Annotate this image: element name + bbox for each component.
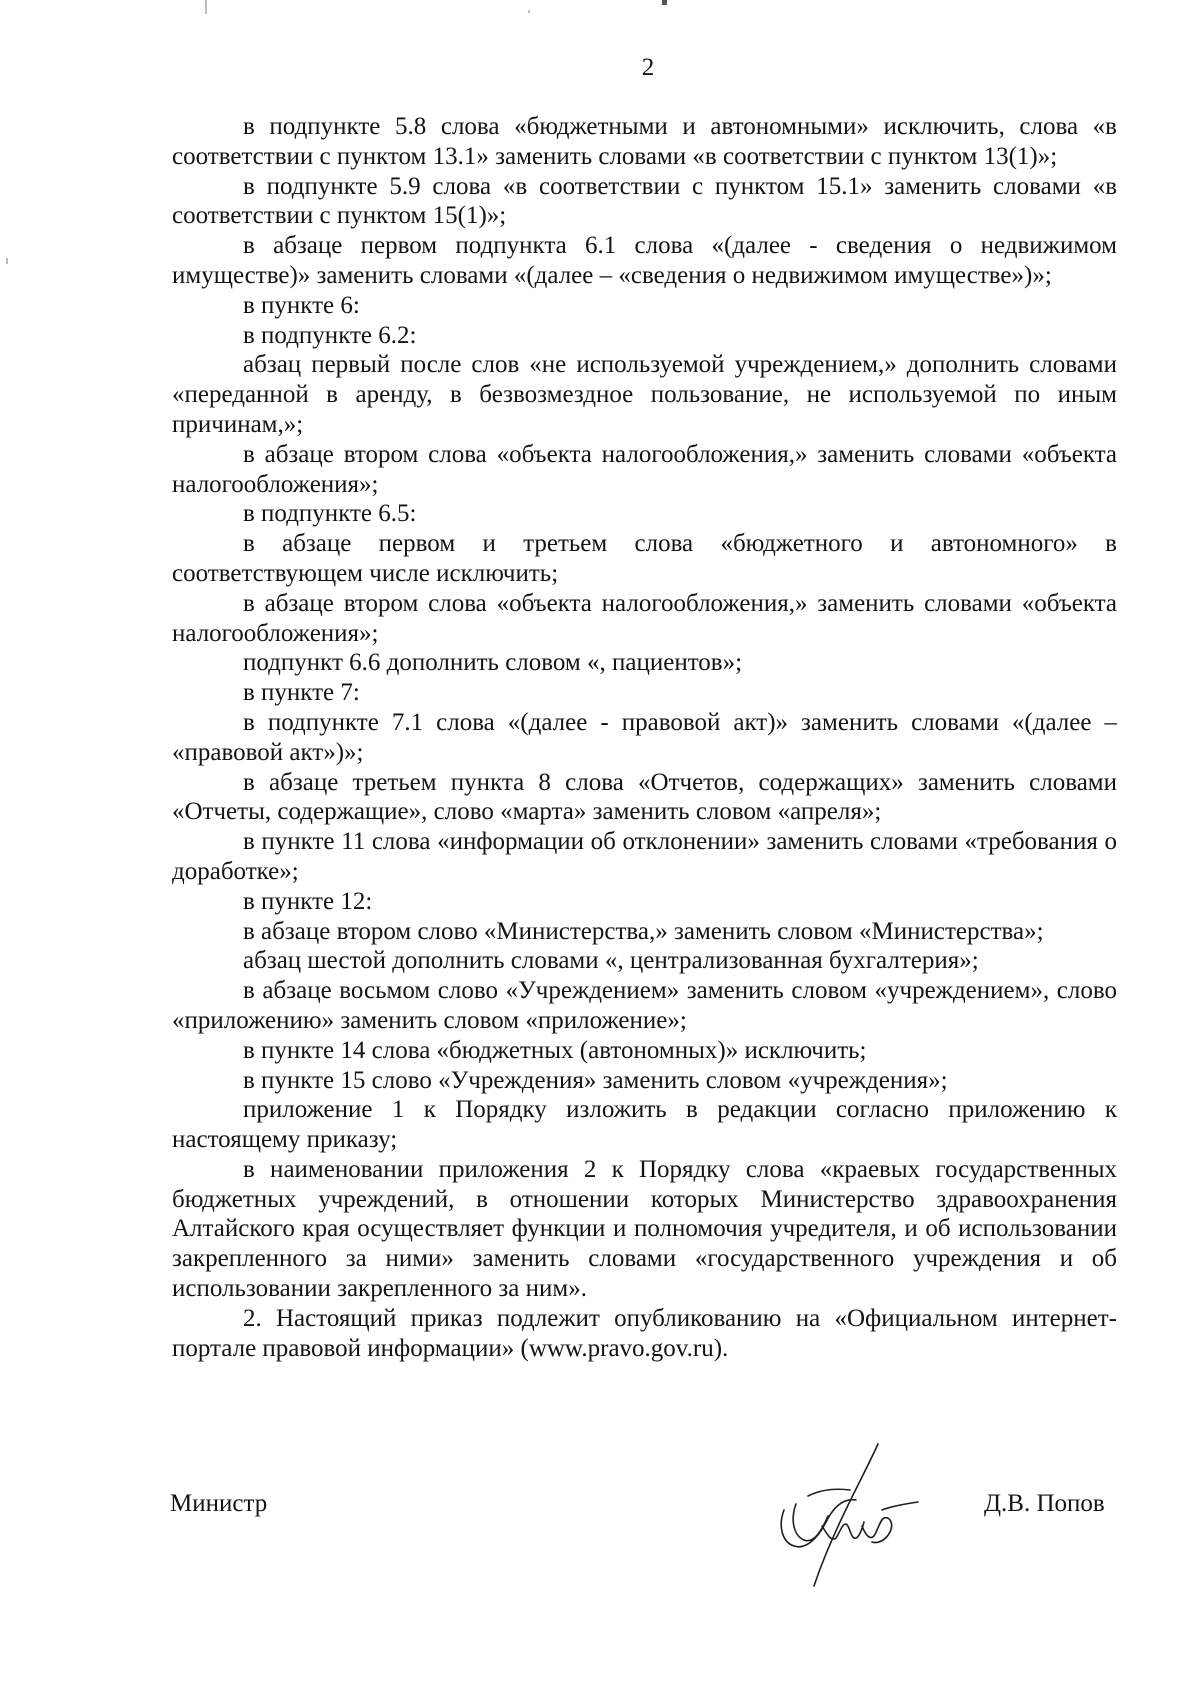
- paragraph: в абзаце втором слова «объекта налогообложения,» заменить словами «объекта налогообложения»;: [172, 440, 1117, 498]
- paragraph: в подпункте 5.8 слова «бюджетными и автономными» исключить, слова «в соответствии с пунктом 13.1» заменить словами «в соответствии с пунктом 13(1)»;: [172, 113, 1117, 170]
- paragraph: в пункте 15 слово «Учреждения» заменить словом «учреждения»;: [243, 1066, 948, 1094]
- paragraph: в абзаце восьмом слово «Учреждением» заменить словом «учреждением», слово «приложению» заменить словом «приложение»;: [172, 977, 1117, 1034]
- scan-speck: [6, 258, 8, 264]
- paragraph: в пункте 7:: [243, 679, 360, 707]
- handwritten-signature: [770, 1440, 930, 1590]
- paragraph: в абзаце третьем пункта 8 слова «Отчетов, содержащих» заменить словами «Отчеты, содержащие», слово «марта» заменить словом «апреля»;: [172, 768, 1117, 826]
- paragraph: в пункте 12:: [243, 887, 373, 915]
- paragraph: подпункт 6.6 дополнить словом «, пациентов»;: [243, 649, 743, 677]
- paragraph: в подпункте 5.9 слова «в соответствии с пунктом 15.1» заменить словами «в соответствии с пунктом 15(1)»;: [172, 172, 1117, 230]
- paragraph: в пункте 14 слова «бюджетных (автономных)» исключить;: [243, 1036, 867, 1064]
- paragraph: абзац первый после слов «не используемой учреждением,» дополнить словами «переданной в аренду, в безвозмездное пользование, не используемой по иным причинам,»;: [172, 351, 1117, 438]
- paragraph: приложение 1 к Порядку изложить в редакции согласно приложению к настоящему приказу;: [172, 1096, 1117, 1154]
- scan-speck: [528, 10, 530, 13]
- page-number: 2: [641, 54, 655, 81]
- scan-speck: [662, 0, 667, 5]
- paragraph: в пункте 6:: [243, 291, 360, 319]
- paragraph: в подпункте 7.1 слова «(далее - правовой акт)» заменить словами «(далее – «правовой акт»)»;: [172, 708, 1117, 766]
- paragraph: абзац шестой дополнить словами «, централизованная бухгалтерия»;: [243, 947, 979, 975]
- paragraph: 2. Настоящий приказ подлежит опубликованию на «Официальном интернет-портале правовой информации» (www.pravo.gov.ru).: [172, 1304, 1117, 1362]
- paragraph: в подпункте 6.2:: [243, 321, 417, 349]
- paragraph: в наименовании приложения 2 к Порядку слова «краевых государственных бюджетных учреждений, в отношении которых Министерство здравоохранения Алтайского края осуществляет функции и полномочия учредителя, и об использовании закрепленного за ними» заменить словами «государственного учреждения и об использовании закрепленного за ним».: [172, 1155, 1117, 1303]
- paragraph: в подпункте 6.5:: [243, 500, 417, 528]
- signatory-title: Министр: [170, 1490, 268, 1517]
- signature-block: [0, 1440, 1200, 1600]
- signatory-name: Д.В. Попов: [984, 1490, 1105, 1517]
- paragraph: в абзаце первом подпункта 6.1 слова «(далее - сведения о недвижимом имуществе)» заменить словами «(далее – «сведения о недвижимом имуществе»)»;: [172, 232, 1117, 289]
- document-body: [172, 112, 1117, 1363]
- paragraph: в абзаце втором слово «Министерства,» заменить словом «Министерства»;: [243, 917, 1044, 945]
- paragraph: в пункте 11 слова «информации об отклонении» заменить словами «требования о доработке»;: [172, 828, 1117, 885]
- scan-speck: [205, 0, 207, 14]
- paragraph: в абзаце первом и третьем слова «бюджетного и автономного» в соответствующем числе исключить;: [172, 530, 1117, 587]
- paragraph: в абзаце втором слова «объекта налогообложения,» заменить словами «объекта налогообложения»;: [172, 589, 1117, 647]
